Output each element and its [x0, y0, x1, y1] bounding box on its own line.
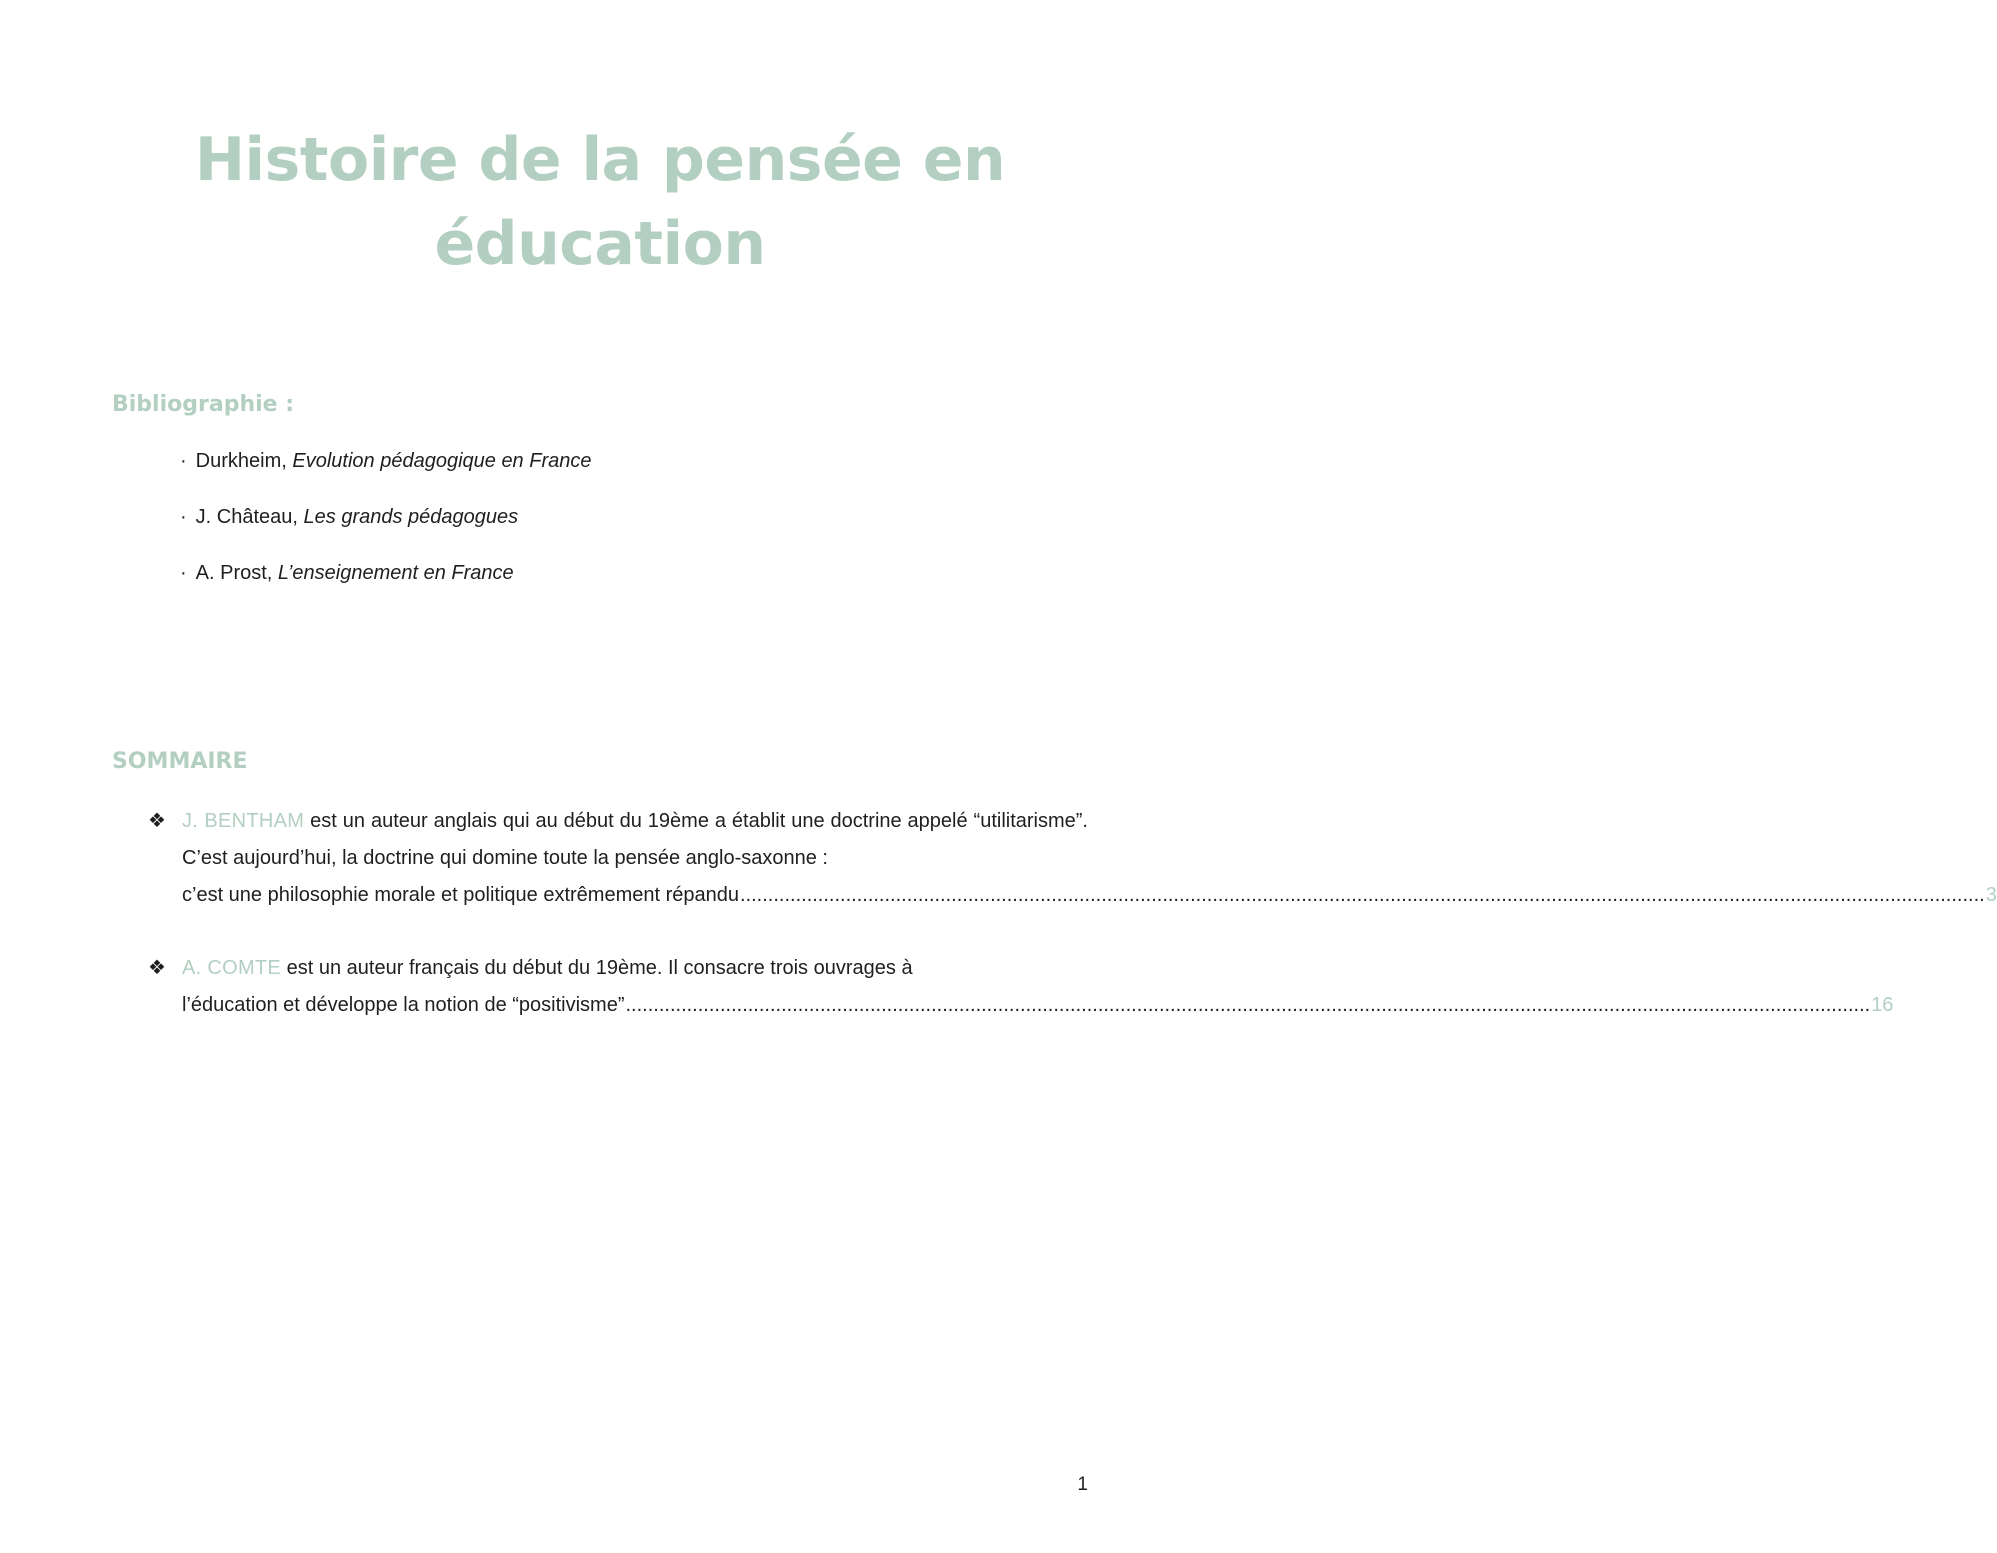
dot-leader: ................................................................................................................................................................................................................................: [625, 994, 1871, 1016]
summary-leader-line: [182, 877, 1997, 914]
bibliography-work: Les grands pédagogues: [303, 506, 519, 528]
summary-page-number: 3: [1985, 884, 1997, 906]
bibliography-item: [180, 502, 592, 558]
bibliography-author: J. Château,: [195, 506, 304, 528]
bibliography-author: A. Prost,: [195, 562, 278, 584]
bibliography-author: Durkheim,: [195, 450, 293, 472]
dot-leader: ................................................................................................................................................................................................................................: [740, 884, 1985, 906]
title-line-2: éducation: [434, 209, 766, 279]
bullet-dot: ·: [180, 450, 187, 472]
bibliography-item: [180, 446, 592, 502]
diamond-bullet-icon: ❖: [148, 810, 166, 832]
summary-text: est un auteur français du début du 19ème. Il consacre trois ouvrages à: [281, 957, 913, 979]
summary-lead-text: c’est une philosophie morale et politique extrêmement répandu: [182, 884, 740, 906]
page-number: 1: [1077, 1474, 1088, 1495]
bullet-dot: ·: [180, 562, 187, 584]
diamond-bullet-icon: ❖: [148, 957, 166, 979]
bibliography-work: L’enseignement en France: [277, 562, 514, 584]
bibliography-heading: Bibliographie :: [112, 392, 295, 417]
summary-entry: [148, 803, 1997, 914]
summary-author: J. BENTHAM: [182, 810, 305, 832]
bullet-dot: ·: [180, 506, 187, 528]
summary-entry: [148, 950, 1894, 1024]
summary-page-number: 16: [1871, 994, 1894, 1016]
summary-list: [148, 803, 1997, 1060]
document-title: [100, 118, 1100, 286]
bibliography-item: [180, 558, 592, 614]
summary-text: est un auteur anglais qui au début du 19ème a établit une doctrine appelé “utilitarisme”. C’est aujourd’hui, la doctrine qui domine toute la pensée anglo-saxonne :: [182, 810, 1088, 869]
summary-author: A. COMTE: [182, 957, 282, 979]
bibliography-list: [180, 446, 592, 614]
summary-lead-text: l’éducation et développe la notion de “positivisme”: [182, 994, 625, 1016]
summary-leader-line: [182, 987, 1894, 1024]
bibliography-work: Evolution pédagogique en France: [292, 450, 592, 472]
summary-heading: SOMMAIRE: [112, 749, 248, 774]
title-line-1: Histoire de la pensée en: [194, 125, 1006, 195]
